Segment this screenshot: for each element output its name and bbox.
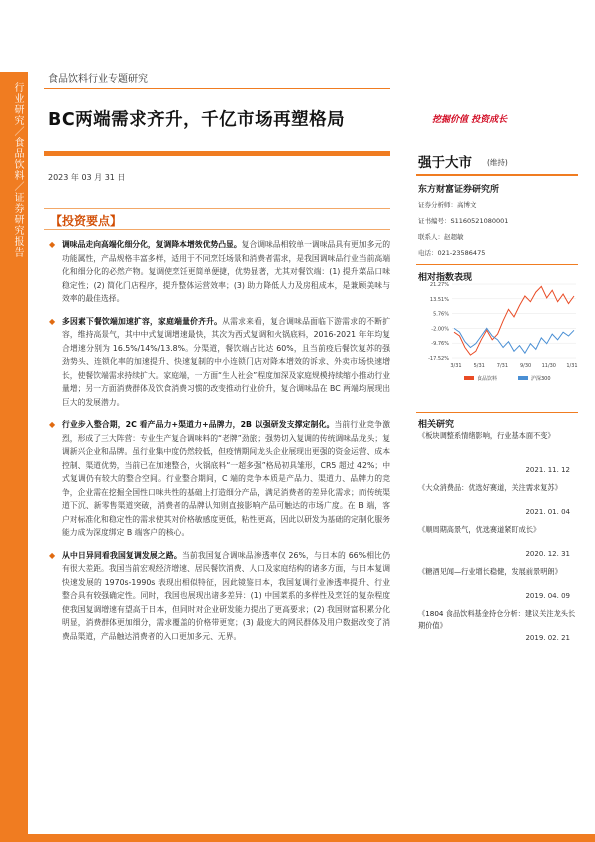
contact-label: 联系人： — [418, 233, 444, 241]
analyst-line — [418, 200, 477, 209]
paragraph-lead: 多因素下餐饮端加速扩容，家庭端量价齐升。 — [62, 316, 223, 326]
diamond-bullet-icon: ◆ — [49, 420, 56, 429]
paragraph-text: 当前我国复合调味品渗透率仅 26%，与日本的 66%相比仍有很大差距。我国当前宏观经济增速、居民餐饮消费、人口及家庭结构的诸多方面，与日本复调快速发展的 1970s-1990s 表现出相似特征，因此镜鉴日本，我国复调行业渗透率提升、行业整合具有较强确定性。同时，我国也展现出诸多差异：(1) 中国菜系的多样性及烹饪的复杂程度使我国复调增速有望高于日本，但同时对企业研发能力提出了更高要求；(2) 我国财富积累分化明显，消费群体更加细分，需求覆盖的价格带更宽；(3) 最庞大的网民群体及用户数据改变了消费品渠道，产品触达消费者的入口更加多元、无界。 — [62, 550, 391, 641]
diamond-bullet-icon: ◆ — [49, 240, 56, 249]
analyst-name: 高博文 — [457, 201, 477, 209]
related-item-title: 《大众消费品：优选好赛道，关注需求复苏》 — [418, 483, 562, 492]
y-tick-label: 5.76% — [433, 311, 449, 318]
section-header — [44, 208, 390, 230]
analyst-label: 证券分析师： — [418, 201, 457, 209]
rating-title: 强于大市 — [418, 155, 472, 171]
related-item-date: 2019. 02. 21 — [525, 634, 570, 642]
related-divider — [416, 412, 578, 413]
paragraph — [49, 238, 390, 306]
perf-title: 相对指数表现 — [418, 273, 473, 283]
slogan: 挖掘价值 投资成长 — [432, 115, 508, 125]
body-text — [49, 238, 391, 652]
series-line-1 — [454, 328, 574, 353]
section-title: 【投资要点】 — [50, 214, 123, 228]
rating-sub: (维持) — [487, 158, 508, 167]
paragraph-lead: 从中日异同看我国复调发展之路。 — [62, 550, 182, 560]
related-item-title: 《顺周期高景气，优选赛道紧盯成长》 — [418, 525, 541, 534]
relative-index-chart — [416, 262, 580, 408]
related-item-date: 2021. 01. 04 — [525, 508, 570, 516]
x-tick-label: 1/31 — [566, 363, 578, 369]
x-tick-label: 3/31 — [450, 363, 462, 369]
side-category-text: 行业研究／食品饮料／证券研究报告 — [12, 82, 23, 258]
bottom-band — [0, 834, 595, 842]
y-tick-label: -2.00% — [431, 326, 449, 333]
cert-line — [418, 216, 508, 225]
top-divider — [44, 88, 390, 89]
phone-number: 021-23586475 — [437, 249, 486, 257]
paragraph — [49, 418, 390, 540]
y-tick-label: 21.27% — [429, 282, 449, 288]
report-date: 2023 年 03 月 31 日 — [48, 173, 126, 182]
legend-label: 沪深300 — [531, 376, 551, 382]
paragraph-text: 从需求来看，复合调味品面临下游需求的不断扩容，维持高景气，其中中式复调增速最快，其次为西式复调和火锅底料，2016-2021 年年均复合增速分别为 16.5%/14%/13.8%。分渠道，餐饮端占比达 60%，且当前疫后餐饮复苏的强劲势头、连锁化率的加速提升、快速复制的中小连锁门店对降本增效的诉求、外卖市场快速增长，使餐饮端需求持续扩大。家庭端，一方面“生人社会”程度加深及家庭规模持续缩小推动行业量增；另一方面消费群体及饮食消费习惯的改变推动行业价升，复合调味品在 BC 两端均展现出巨大的发展潜力。 — [62, 316, 391, 407]
related-item[interactable] — [418, 430, 580, 442]
series-line-0 — [454, 286, 574, 355]
y-tick-label: -9.76% — [431, 341, 449, 348]
related-item-date: 2019. 04. 09 — [525, 592, 570, 600]
legend-label: 食品饮料 — [477, 376, 498, 382]
related-item-date: 2020. 12. 31 — [525, 550, 570, 558]
y-tick-label: 13.51% — [429, 296, 449, 303]
related-item-title: 《糖酒见闻—行业增长稳健，发展前景明朗》 — [418, 567, 562, 576]
title-divider — [44, 151, 390, 156]
phone-label: 电话： — [418, 249, 438, 257]
related-item[interactable] — [418, 524, 580, 536]
related-item-date: 2021. 11. 12 — [525, 466, 570, 474]
related-title: 相关研究 — [418, 420, 455, 430]
contact-line — [418, 232, 464, 241]
legend-swatch — [518, 376, 528, 380]
related-item[interactable] — [418, 608, 580, 632]
paragraph-lead: 行业步入整合期，2C 看产品力+渠道力+品牌力，2B 以强研发支撑定制化。 — [62, 420, 335, 429]
report-title: BC两端需求齐升，千亿市场再塑格局 — [48, 110, 346, 130]
related-item-title: 《1804 食品饮料基金持仓分析：建议关注龙头长期价值》 — [418, 609, 576, 630]
report-category: 食品饮料行业专题研究 — [48, 74, 148, 85]
paragraph-lead: 调味品走向高端化细分化，复调降本增效优势凸显。 — [62, 240, 242, 249]
paragraph-text: 复合调味品相较单一调味品具有更加多元的功能属性，产品规格丰富多样，适用于不同烹饪场景和消费者需求，是我国调味品行业当前高端化和细分化的必然产物。复调使烹饪更简单便捷，优势显著，尤其对餐饮端：(1) 提升菜品口味稳定性；(2) 简化门店程序，提升整体运营效率；(3) 助力降低人力及房租成本，是兼顾美味与效率的最佳选择。 — [62, 240, 390, 303]
diamond-bullet-icon: ◆ — [49, 316, 56, 326]
x-tick-label: 5/31 — [473, 363, 485, 369]
related-item[interactable] — [418, 566, 580, 578]
legend-swatch — [464, 376, 474, 380]
paragraph — [49, 549, 391, 644]
diamond-bullet-icon: ◆ — [49, 550, 56, 560]
rating-divider — [416, 174, 578, 176]
institution-name: 东方财富证券研究所 — [418, 185, 500, 195]
cert-number: S1160521080001 — [450, 217, 509, 225]
paragraph-text: 当前行业竞争激烈，形成了三大阵营：专业生产复合调味料的“老牌”劲旅；强势切入复调的传统调味品龙头；复调新兴企业和品牌。虽行业集中度仍然较低，但疫情期间龙头企业展现出更强的资金运营、成本控制、渠道优势，当前已在加速整合，火锅底料“一超多强”格局初具雏形，CR5 超过 42%；中式复调仍有较大的整合空间。行业整合期间，C 端的竞争本质是产品力、渠道力、品牌力的竞争，企业需在挖掘全国性口味共性的基础上打造细分产品，满足消费者的差异化需求；而传统渠道下沉、新零售渠道突破，消费者的品牌认知则直接影响产品可触达的市场广度。在 B 端，客户对标准化和稳定性的需求使其对价格敏感度更低，粘性更高，因此以研发为基础的定制化服务能力成为深度绑定 B 端客户的核心。 — [62, 420, 390, 537]
cert-label: 证书编号： — [418, 217, 451, 225]
phone-line — [418, 248, 485, 257]
x-tick-label: 9/30 — [519, 363, 532, 369]
x-tick-label: 11/30 — [541, 363, 557, 369]
related-item[interactable] — [418, 482, 580, 494]
y-tick-label: -17.52% — [428, 356, 449, 362]
related-item-title: 《板块调整系情绪影响，行业基本面不变》 — [418, 431, 555, 440]
contact-name: 赵超敏 — [444, 233, 464, 241]
x-tick-label: 7/31 — [496, 363, 509, 369]
paragraph — [49, 315, 391, 410]
